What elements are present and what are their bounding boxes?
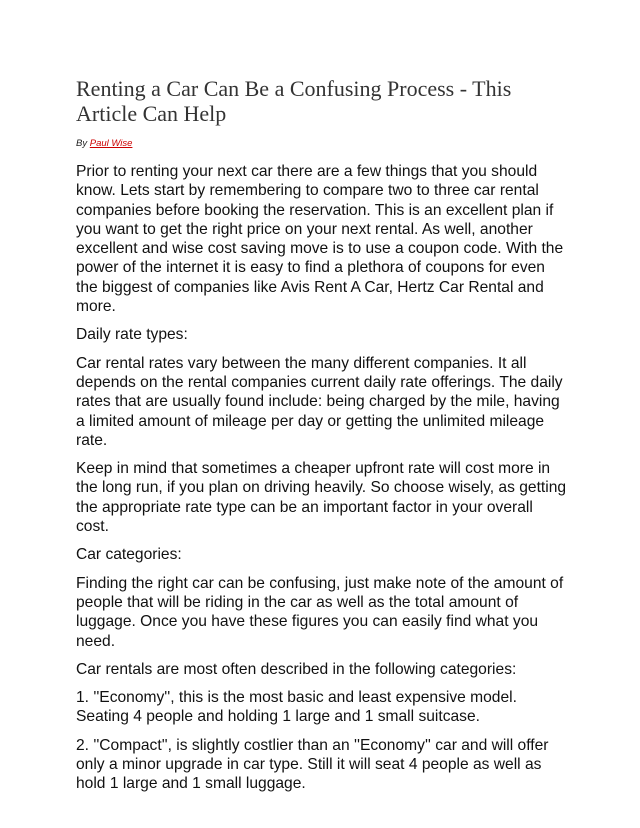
- list-item-compact: 2. ''Compact'', is slightly costlier than an ''Economy'' car and will offer only a minor upgrade in car type. Still it will seat 4 people as well as hold 1 large and 1 small luggage.: [76, 736, 549, 793]
- paragraph-rates: Car rental rates vary between the many different companies. It all depends on the rental companies current daily rate offerings. The daily rates that are usually found include: being charged by the mile, having a limited amount of mileage per day or getting the unlimited mileage rate.: [76, 354, 563, 449]
- author-link[interactable]: Paul Wise: [89, 138, 133, 149]
- paragraph-keep-in-mind: Keep in mind that sometimes a cheaper upfront rate will cost more in the long run, if you plan on driving heavily. So choose wisely, as getting the appropriate rate type can be an important factor in your overall cost.: [76, 460, 567, 536]
- paragraph-finding-car: Finding the right car can be confusing, just make note of the amount of people that will be riding in the car as well as the total amount of luggage. Once you have these figures you can easily find what you need.: [76, 574, 564, 650]
- byline-prefix: By: [76, 138, 90, 149]
- article: [76, 76, 570, 803]
- article-title: Renting a Car Can Be a Confusing Process - This Article Can Help: [76, 76, 512, 126]
- list-item-economy: 1. ''Economy'', this is the most basic and least expensive model. Seating 4 people and holding 1 large and 1 small suitcase.: [76, 689, 517, 726]
- section-heading-daily-rate-types: Daily rate types:: [76, 326, 188, 344]
- paragraph-categories-intro: Car rentals are most often described in the following categories:: [76, 660, 517, 678]
- paragraph-intro: Prior to renting your next car there are a few things that you should know. Lets start by remembering to compare two to three car rental companies before booking the reservation. This is an excellent plan if you want to get the right price on your next rental. As well, another excellent and wise cost saving move is to use a coupon code. With the power of the internet it is easy to find a plethora of coupons for even the biggest of companies like Avis Rent A Car, Hertz Car Rental and more.: [76, 163, 564, 316]
- section-heading-car-categories: Car categories:: [76, 546, 182, 564]
- byline: [76, 138, 570, 150]
- article-body: [76, 162, 570, 794]
